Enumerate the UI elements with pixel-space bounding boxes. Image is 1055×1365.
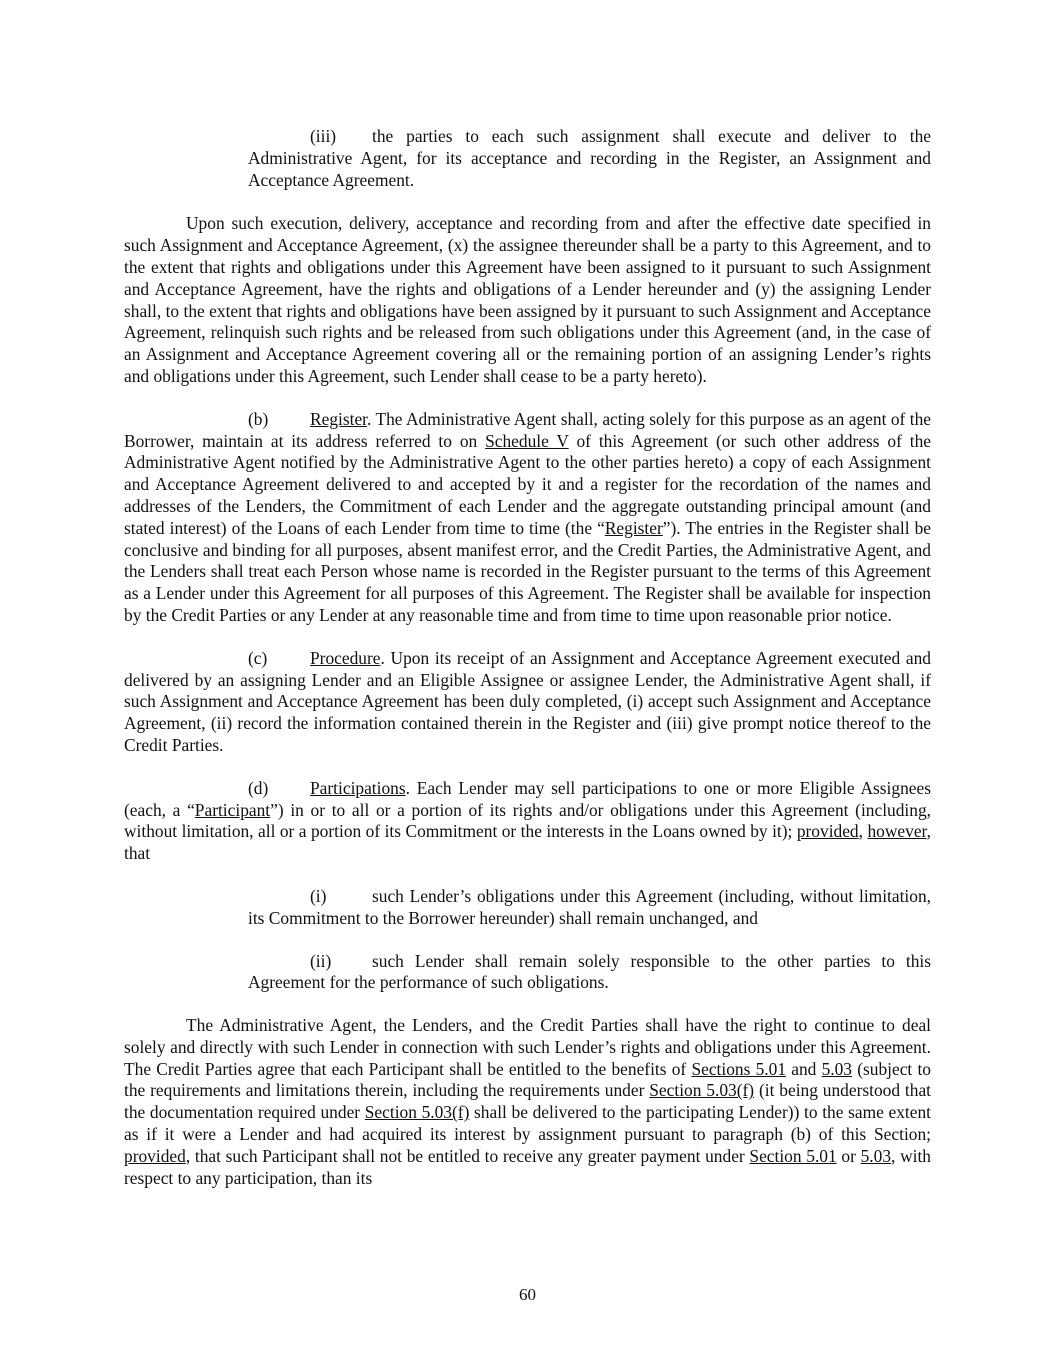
- section-heading: Participations: [310, 777, 406, 798]
- defined-term: Participant: [194, 799, 271, 820]
- final-paragraph: The Administrative Agent, the Lenders, and the Credit Parties shall have the right to continue to deal solely and directly with such Lender in connection with such Lender’s rights and obligations under this Agreement. The Credit Parties agree that each Participant shall be entitled to the benefits of Sections 5.01 and 5.03 (subject to the requirements and limitations therein, including the requirements under Section 5.03(f) (it being understood that the documentation required under Section 5.03(f) shall be delivered to the participating Lender)) to the same extent as if it were a Lender and had acquired its interest by assignment pursuant to paragraph (b) of this Section; provided, that such Participant shall not be entitled to receive any greater payment under Section 5.01 or 5.03, with respect to any participation, than its: [124, 1015, 931, 1188]
- proviso-term: however: [867, 821, 927, 842]
- defined-term: Register: [604, 517, 663, 538]
- section-heading: Register: [310, 408, 367, 429]
- clause-text: such Lender shall remain solely responsible to the other parties to this Agreement for the performance of such obligations.: [248, 950, 931, 993]
- section-reference: Section 5.01: [749, 1145, 837, 1166]
- section-reference: Sections 5.01: [691, 1058, 787, 1079]
- clause-iii: [248, 126, 931, 191]
- section-reference: Section 5.03(f): [649, 1080, 755, 1101]
- section-reference: Section 5.03(f): [364, 1102, 470, 1123]
- proviso-term: provided: [796, 821, 859, 842]
- section-b-register: (b) Register. The Administrative Agent shall, acting solely for this purpose as an agent of the Borrower, maintain at its address referred to on Schedule V of this Agreement (or such other address of the Administrative Agent notified by the Administrative Agent to the other parties hereto) a copy of each Assignment and Acceptance Agreement delivered to and accepted by it and a register for the recordation of the names and addresses of the Lenders, the Commitment of each Lender and the aggregate outstanding principal amount (and stated interest) of the Loans of each Lender from time to time (the “Register”). The entries in the Register shall be conclusive and binding for all purposes, absent manifest error, and the Credit Parties, the Administrative Agent, and the Lenders shall treat each Person whose name is recorded in the Register pursuant to the terms of this Agreement as a Lender under this Agreement for all purposes of this Agreement. The Register shall be available for inspection by the Credit Parties or any Lender at any reasonable time and from time to time upon reasonable prior notice.: [124, 408, 932, 625]
- section-reference: 5.03: [821, 1058, 852, 1079]
- clause-text: such Lender’s obligations under this Agreement (including, without limitation, its Commitment to the Borrower hereunder) shall remain unchanged, and: [248, 885, 931, 928]
- clause-ii: [248, 951, 931, 995]
- section-d-participations: (d) Participations. Each Lender may sell participations to one or more Eligible Assignees (each, a “Participant”) in or to all or a portion of its rights and/or obligations under this Agreement (including, without limitation, all or a portion of its Commitment or the interests in the Loans owned by it); provided, however, that: [124, 777, 931, 864]
- effect-paragraph: Upon such execution, delivery, acceptance and recording from and after the effective date specified in such Assignment and Acceptance Agreement, (x) the assignee thereunder shall be a party to this Agreement, and to the extent that rights and obligations under this Agreement have been assigned to it pursuant to such Assignment and Acceptance Agreement, have the rights and obligations of a Lender hereunder and (y) the assigning Lender shall, to the extent that rights and obligations have been assigned by it pursuant to such Assignment and Acceptance Agreement, relinquish such rights and be released from such obligations under this Agreement (and, in the case of an Assignment and Acceptance Agreement covering all or the remaining portion of an assigning Lender’s rights and obligations under this Agreement, such Lender shall cease to be a party hereto).: [124, 213, 931, 386]
- section-label: (d): [248, 777, 269, 798]
- schedule-reference: Schedule V: [485, 430, 569, 451]
- clause-i: [248, 886, 931, 930]
- section-c-procedure: (c) Procedure. Upon its receipt of an Assignment and Acceptance Agreement executed and delivered by an assigning Lender and an Eligible Assignee or assignee Lender, the Administrative Agent shall, if such Assignment and Acceptance Agreement has been duly completed, (i) accept such Assignment and Acceptance Agreement, (ii) record the information contained therein in the Register and (iii) give prompt notice thereof to the Credit Parties.: [124, 647, 931, 755]
- page-number: 60: [519, 1285, 536, 1304]
- section-reference: 5.03: [860, 1145, 892, 1166]
- clause-text: the parties to each such assignment shall execute and deliver to the Administrative Agent, for its acceptance and recording in the Register, an Assignment and Acceptance Agreement.: [248, 126, 931, 190]
- section-heading: Procedure: [310, 647, 381, 668]
- clause-label: (ii): [310, 950, 332, 971]
- section-label: (b): [248, 408, 269, 429]
- clause-label: (i): [310, 885, 327, 906]
- clause-label: (iii): [310, 126, 337, 146]
- section-label: (c): [248, 647, 268, 668]
- proviso-term: provided: [124, 1145, 186, 1166]
- document-page: [124, 124, 931, 1189]
